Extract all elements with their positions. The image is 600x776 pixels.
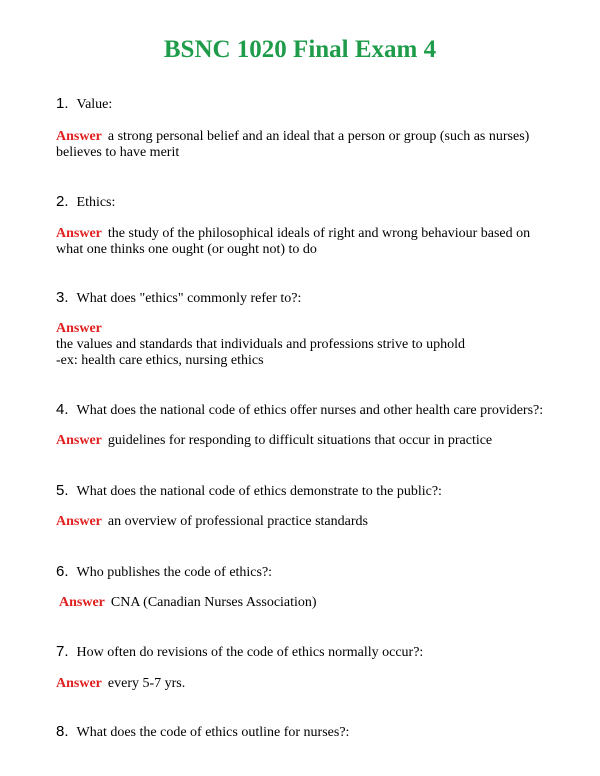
answer-text: -ex: health care ethics, nursing ethics (56, 353, 264, 368)
question-text: Ethics: (76, 195, 116, 210)
question-text: How often do revisions of the code of ethics normally occur?: (76, 645, 424, 660)
question-1 (56, 96, 556, 113)
question-8 (56, 724, 556, 741)
answer-text: the study of the philosophical ideals of right and wrong behaviour based on what one thinks one ought (or ought not) to do (56, 226, 531, 257)
question-text: What does the national code of ethics demonstrate to the public?: (76, 484, 442, 499)
answer-text: a strong personal belief and an ideal that a person or group (such as nurses) believes to have merit (56, 129, 530, 160)
question-3 (56, 290, 556, 307)
answer-label: Answer (56, 514, 102, 529)
question-text: Value: (76, 97, 113, 112)
question-4 (56, 402, 556, 419)
answer-2 (56, 226, 556, 258)
answer-label: Answer (56, 321, 102, 336)
question-number: 4. (56, 401, 69, 418)
answer-label: Answer (56, 129, 102, 144)
question-2 (56, 194, 556, 211)
question-number: 5. (56, 482, 69, 499)
question-text: What does the code of ethics outline for nurses?: (76, 725, 350, 740)
answer-text: an overview of professional practice standards (107, 514, 368, 529)
answer-label: Answer (56, 226, 102, 241)
question-number: 3. (56, 289, 69, 306)
page-title: BSNC 1020 Final Exam 4 (163, 36, 437, 63)
answer-label: Answer (56, 676, 102, 691)
answer-text: CNA (Canadian Nurses Association) (110, 595, 317, 610)
answer-text: every 5-7 yrs. (107, 676, 186, 691)
answer-7 (56, 676, 556, 692)
question-number: 6. (56, 563, 69, 580)
question-number: 2. (56, 193, 69, 210)
question-5 (56, 483, 556, 500)
question-number: 7. (56, 643, 69, 660)
question-text: What does "ethics" commonly refer to?: (76, 291, 302, 306)
question-7 (56, 644, 556, 661)
question-6 (56, 564, 556, 581)
question-number: 8. (56, 723, 69, 740)
answer-5 (56, 514, 556, 530)
answer-text: guidelines for responding to difficult situations that occur in practice (107, 433, 493, 448)
answer-3 (56, 321, 556, 369)
question-number: 1. (56, 95, 69, 112)
answer-label: Answer (56, 433, 102, 448)
answer-6 (59, 595, 559, 611)
answer-1 (56, 129, 556, 161)
answer-label: Answer (59, 595, 105, 610)
answer-4 (56, 433, 556, 449)
question-text: What does the national code of ethics offer nurses and other health care providers?: (76, 403, 544, 418)
question-text: Who publishes the code of ethics?: (76, 565, 273, 580)
answer-text: the values and standards that individuals and professions strive to uphold (56, 337, 466, 352)
